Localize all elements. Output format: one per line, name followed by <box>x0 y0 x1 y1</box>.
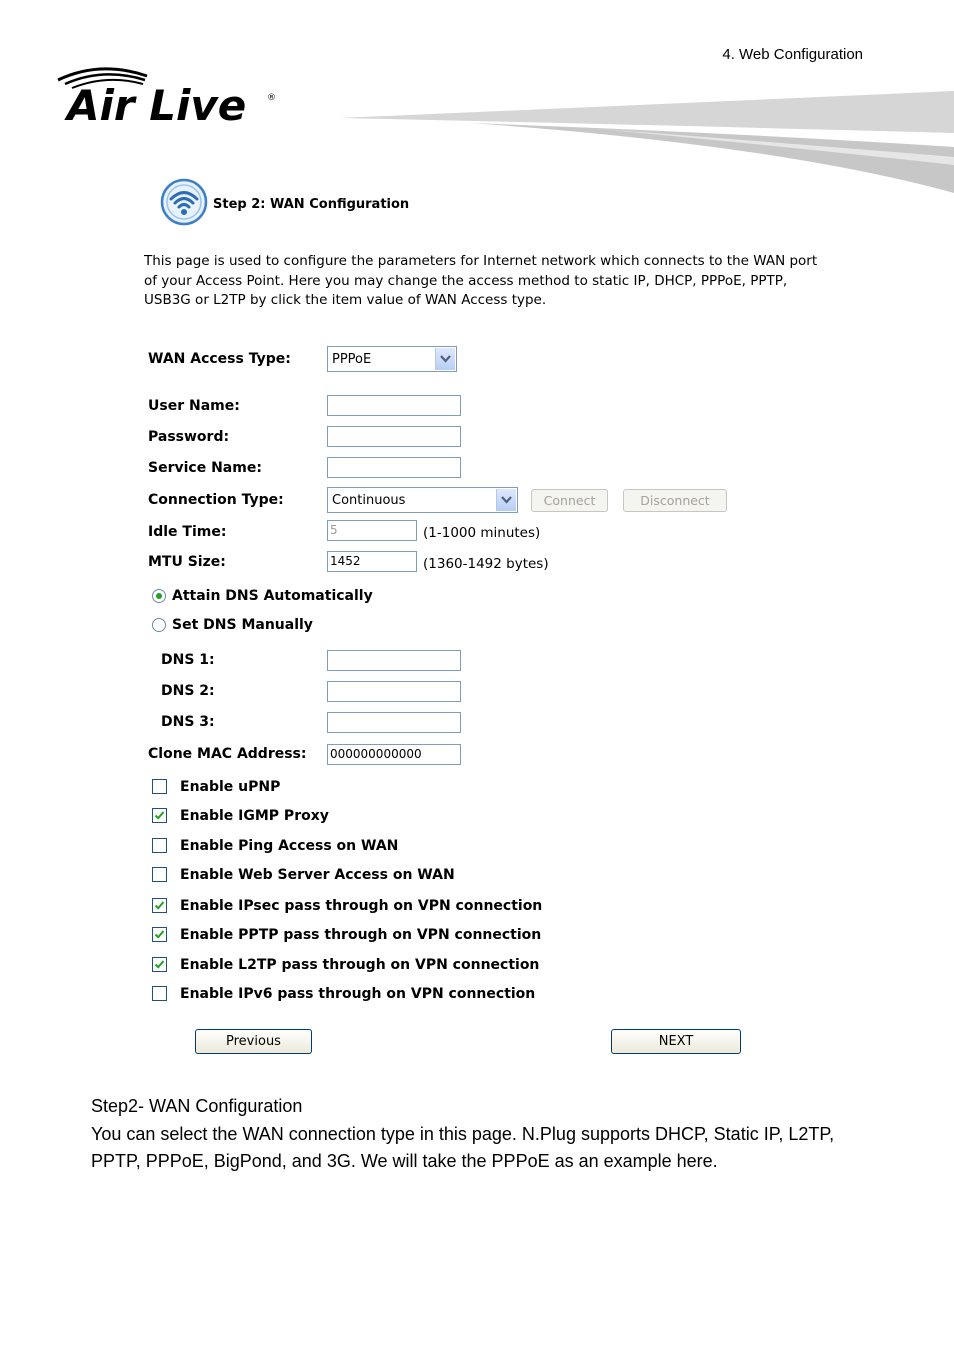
user-name-label: User Name: <box>148 398 240 414</box>
logo-text: Air Live <box>67 81 247 126</box>
chevron-down-icon <box>496 489 516 511</box>
option-checkbox[interactable] <box>152 898 167 913</box>
idle-time-hint: (1-1000 minutes) <box>423 525 541 541</box>
next-button[interactable]: NEXT <box>611 1029 741 1054</box>
option-checkbox[interactable] <box>152 986 167 1001</box>
service-name-input[interactable] <box>327 457 461 478</box>
checkmark-icon <box>153 958 166 971</box>
dns1-input[interactable] <box>327 650 461 671</box>
connection-type-label: Connection Type: <box>148 492 284 508</box>
option-checkbox[interactable] <box>152 867 167 882</box>
option-checkbox-label: Enable IGMP Proxy <box>180 808 329 824</box>
option-checkbox[interactable] <box>152 927 167 942</box>
clone-mac-input[interactable]: 000000000000 <box>327 744 461 765</box>
option-checkbox-label: Enable IPv6 pass through on VPN connection <box>180 986 536 1002</box>
option-checkbox[interactable] <box>152 957 167 972</box>
option-checkbox-label: Enable PPTP pass through on VPN connection <box>180 927 542 943</box>
mtu-size-label: MTU Size: <box>148 554 226 570</box>
option-checkbox-label: Enable L2TP pass through on VPN connection <box>180 957 540 973</box>
section-header: 4. Web Configuration <box>722 46 863 63</box>
option-checkbox-label: Enable Web Server Access on WAN <box>180 867 455 883</box>
option-checkbox-label: Enable IPsec pass through on VPN connection <box>180 898 543 914</box>
idle-time-label: Idle Time: <box>148 524 227 540</box>
chevron-down-icon <box>435 348 455 370</box>
connection-type-value: Continuous <box>332 493 406 508</box>
user-name-input[interactable] <box>327 395 461 416</box>
wan-access-type-select[interactable] <box>327 346 457 372</box>
password-input[interactable] <box>327 426 461 447</box>
header-swoosh <box>340 85 954 200</box>
wan-access-type-value: PPPoE <box>332 352 372 367</box>
dns3-input[interactable] <box>327 712 461 733</box>
mtu-size-input[interactable]: 1452 <box>327 551 417 572</box>
svg-text:®: ® <box>267 93 276 103</box>
checkmark-icon <box>153 928 166 941</box>
previous-button[interactable]: Previous <box>195 1029 312 1054</box>
dns1-label: DNS 1: <box>161 652 215 668</box>
option-checkbox[interactable] <box>152 779 167 794</box>
service-name-label: Service Name: <box>148 460 262 476</box>
wireless-icon <box>160 178 208 226</box>
dns-auto-label: Attain DNS Automatically <box>172 588 373 604</box>
dns2-label: DNS 2: <box>161 683 215 699</box>
mtu-size-hint: (1360-1492 bytes) <box>423 556 549 572</box>
intro-text: This page is used to configure the parameters for Internet network which connects to the WAN port of your Access Point. Here you may change the access method to static IP, DHCP, PPPoE, PPTP, USB3G or L2TP by click the item value of WAN Access type. <box>144 253 818 308</box>
dns-auto-radio[interactable] <box>152 589 166 603</box>
idle-time-input[interactable]: 5 <box>327 520 417 541</box>
step-title: Step 2: WAN Configuration <box>213 197 410 212</box>
checkmark-icon <box>153 809 166 822</box>
password-label: Password: <box>148 429 230 445</box>
option-checkbox-label: Enable Ping Access on WAN <box>180 838 399 854</box>
footer-body: You can select the WAN connection type in this page. N.Plug supports DHCP, Static IP, L2TP, PPTP, PPPoE, BigPond, and 3G. We will take the PPPoE as an example here. <box>91 1124 835 1171</box>
option-checkbox-label: Enable uPNP <box>180 779 281 795</box>
dns3-label: DNS 3: <box>161 714 215 730</box>
radio-selected-dot <box>156 593 162 599</box>
connection-type-select[interactable] <box>327 487 518 513</box>
airlive-logo <box>55 60 285 126</box>
dns-manual-label: Set DNS Manually <box>172 617 313 633</box>
dns-manual-radio[interactable] <box>152 618 166 632</box>
checkmark-icon <box>153 899 166 912</box>
connect-button[interactable]: Connect <box>531 489 608 512</box>
clone-mac-label: Clone MAC Address: <box>148 746 307 762</box>
wan-access-type-label: WAN Access Type: <box>148 351 291 367</box>
option-checkbox[interactable] <box>152 838 167 853</box>
disconnect-button[interactable]: Disconnect <box>623 489 727 512</box>
dns2-input[interactable] <box>327 681 461 702</box>
footer-title: Step2- WAN Configuration <box>91 1096 303 1116</box>
option-checkbox[interactable] <box>152 808 167 823</box>
